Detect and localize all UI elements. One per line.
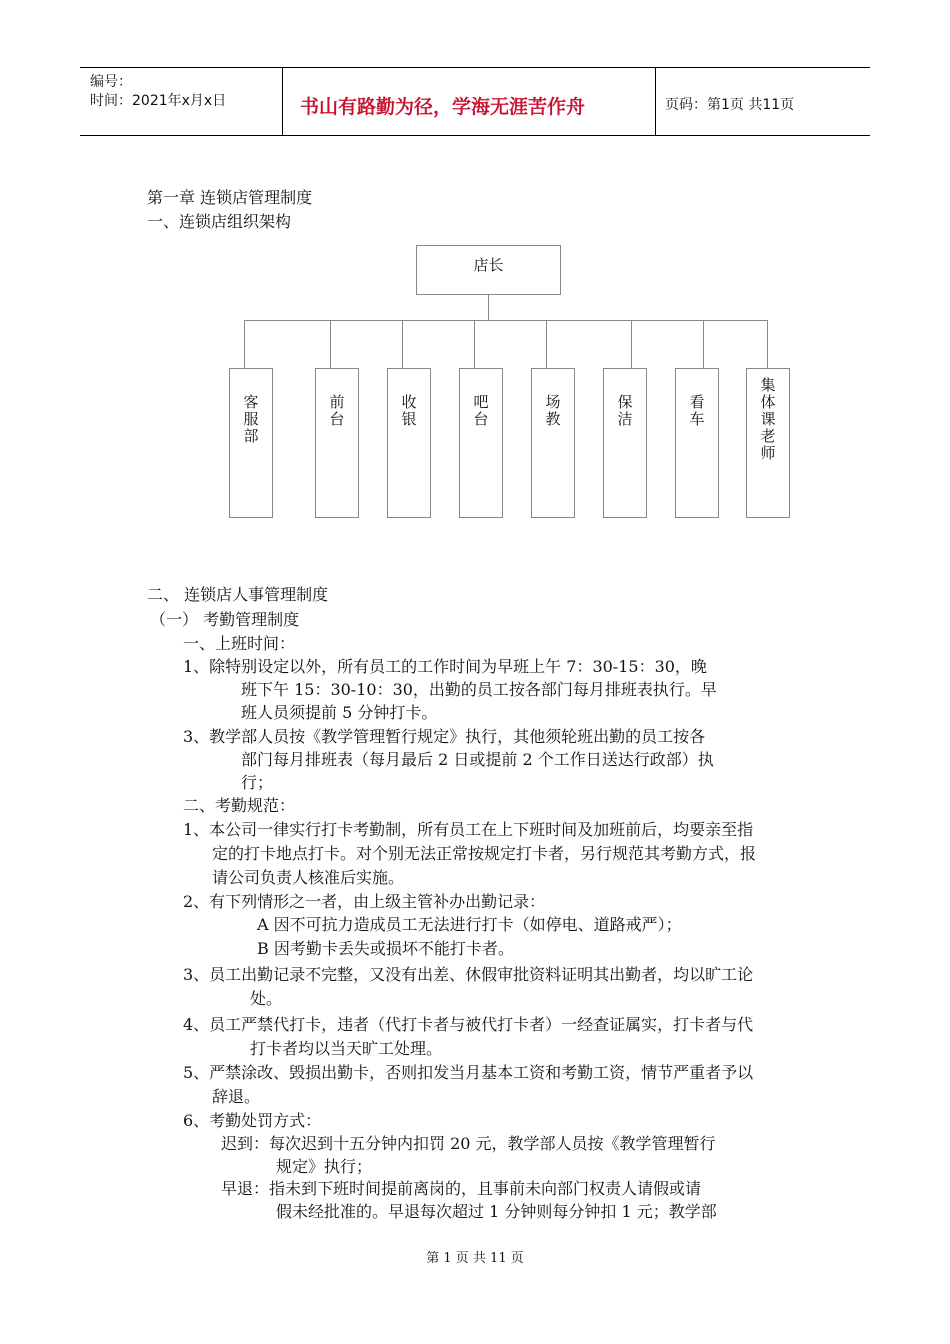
org-drop-8 [767,320,768,368]
date-label: 时间：2021年x月x日 [90,93,227,109]
org-dept-box [315,368,359,518]
org-horizontal-line [244,320,767,321]
paragraph-line: 打卡者均以当天旷工处理。 [250,1039,443,1058]
org-dept-box [387,368,431,518]
sub1-title: （一） 考勤管理制度 [150,610,300,629]
paragraph-line: 班人员须提前 5 分钟打卡。 [241,703,438,722]
paragraph-line: 1、除特别设定以外，所有员工的工作时间为早班上午 7：30-15：30，晚 [183,657,707,676]
org-dept-box [675,368,719,518]
paragraph-line: 早退：指未到下班时间提前离岗的，且事前未向部门权责人请假或请 [221,1179,702,1198]
attendance-title: 二、考勤规范： [183,796,296,815]
org-drop-4 [474,320,475,368]
chapter-title: 第一章 连锁店管理制度 [147,188,313,207]
paragraph-line: 规定》执行； [276,1157,373,1176]
org-dept-box [531,368,575,518]
paragraph-line: 1、本公司一律实行打卡考勤制，所有员工在上下班时间及加班前后，均要亲至指 [183,820,754,839]
org-dept-label: 客 服 部 [243,393,259,445]
org-root-label: 店长 [473,256,504,274]
paragraph-line: 假未经批准的。早退每次超过 1 分钟则每分钟扣 1 元；教学部 [276,1202,717,1221]
page-footer: 第 1 页 共 11 页 [426,1251,524,1266]
paragraph-line: 部门每月排班表（每月最后 2 日或提前 2 个工作日送达行政部）执 [241,750,714,769]
org-drop-1 [244,320,245,368]
motto: 书山有路勤为径，学海无涯苦作舟 [300,96,586,118]
org-drop-2 [330,320,331,368]
org-dept-box [459,368,503,518]
header-divider-right [655,67,656,136]
paragraph-line: 行； [241,773,274,792]
org-dept-label: 看 车 [689,393,705,428]
paragraph-line: 4、员工严禁代打卡，违者（代打卡者与被代打卡者）一经查证属实，打卡者与代 [183,1015,754,1034]
org-dept-box [603,368,647,518]
org-dept-label: 吧 台 [473,393,489,428]
header-top-rule [80,67,870,68]
paragraph-line: 2、有下列情形之一者，由上级主管补办出勤记录： [183,892,546,911]
org-drop-3 [402,320,403,368]
org-dept-label: 集 体 课 老 师 [760,376,776,462]
org-dept-label: 保 洁 [617,393,633,428]
paragraph-line: 辞退。 [212,1087,261,1106]
org-drop-7 [703,320,704,368]
org-dept-label: 前 台 [329,393,345,428]
org-dept-box [229,368,273,518]
header-bottom-rule [80,135,870,136]
org-root-box [416,245,561,295]
section2-title: 二、 连锁店人事管理制度 [147,585,329,604]
org-dept-label: 场 教 [545,393,561,428]
paragraph-line: 迟到：每次迟到十五分钟内扣罚 20 元，教学部人员按《教学管理暂行 [221,1134,716,1153]
paragraph-line: B 因考勤卡丢失或损坏不能打卡者。 [257,939,514,958]
work-time-title: 一、上班时间： [183,634,296,653]
paragraph-line: 3、教学部人员按《教学管理暂行规定》执行，其他须轮班出勤的员工按各 [183,727,706,746]
org-dept-box [746,368,790,518]
org-root-connector [488,295,489,320]
page-info: 页码：第1页 共11页 [665,97,795,113]
paragraph-line: 请公司负责人核准后实施。 [212,868,405,887]
org-drop-5 [546,320,547,368]
org-drop-6 [631,320,632,368]
paragraph-line: A 因不可抗力造成员工无法进行打卡（如停电、道路戒严）； [257,915,682,934]
paragraph-line: 处。 [250,989,283,1008]
paragraph-line: 班下午 15：30-10：30，出勤的员工按各部门每月排班表执行。早 [241,680,717,699]
section1-title: 一、连锁店组织架构 [147,212,292,231]
paragraph-line: 6、考勤处罚方式： [183,1111,322,1130]
paragraph-line: 定的打卡地点打卡。对个别无法正常按规定打卡者，另行规范其考勤方式，报 [212,844,757,863]
serial-label: 编号： [90,74,132,90]
header-divider-left [282,67,283,136]
org-dept-label: 收 银 [401,393,417,428]
paragraph-line: 3、员工出勤记录不完整，又没有出差、休假审批资料证明其出勤者，均以旷工论 [183,965,754,984]
paragraph-line: 5、严禁涂改、毁损出勤卡，否则扣发当月基本工资和考勤工资，情节严重者予以 [183,1063,754,1082]
